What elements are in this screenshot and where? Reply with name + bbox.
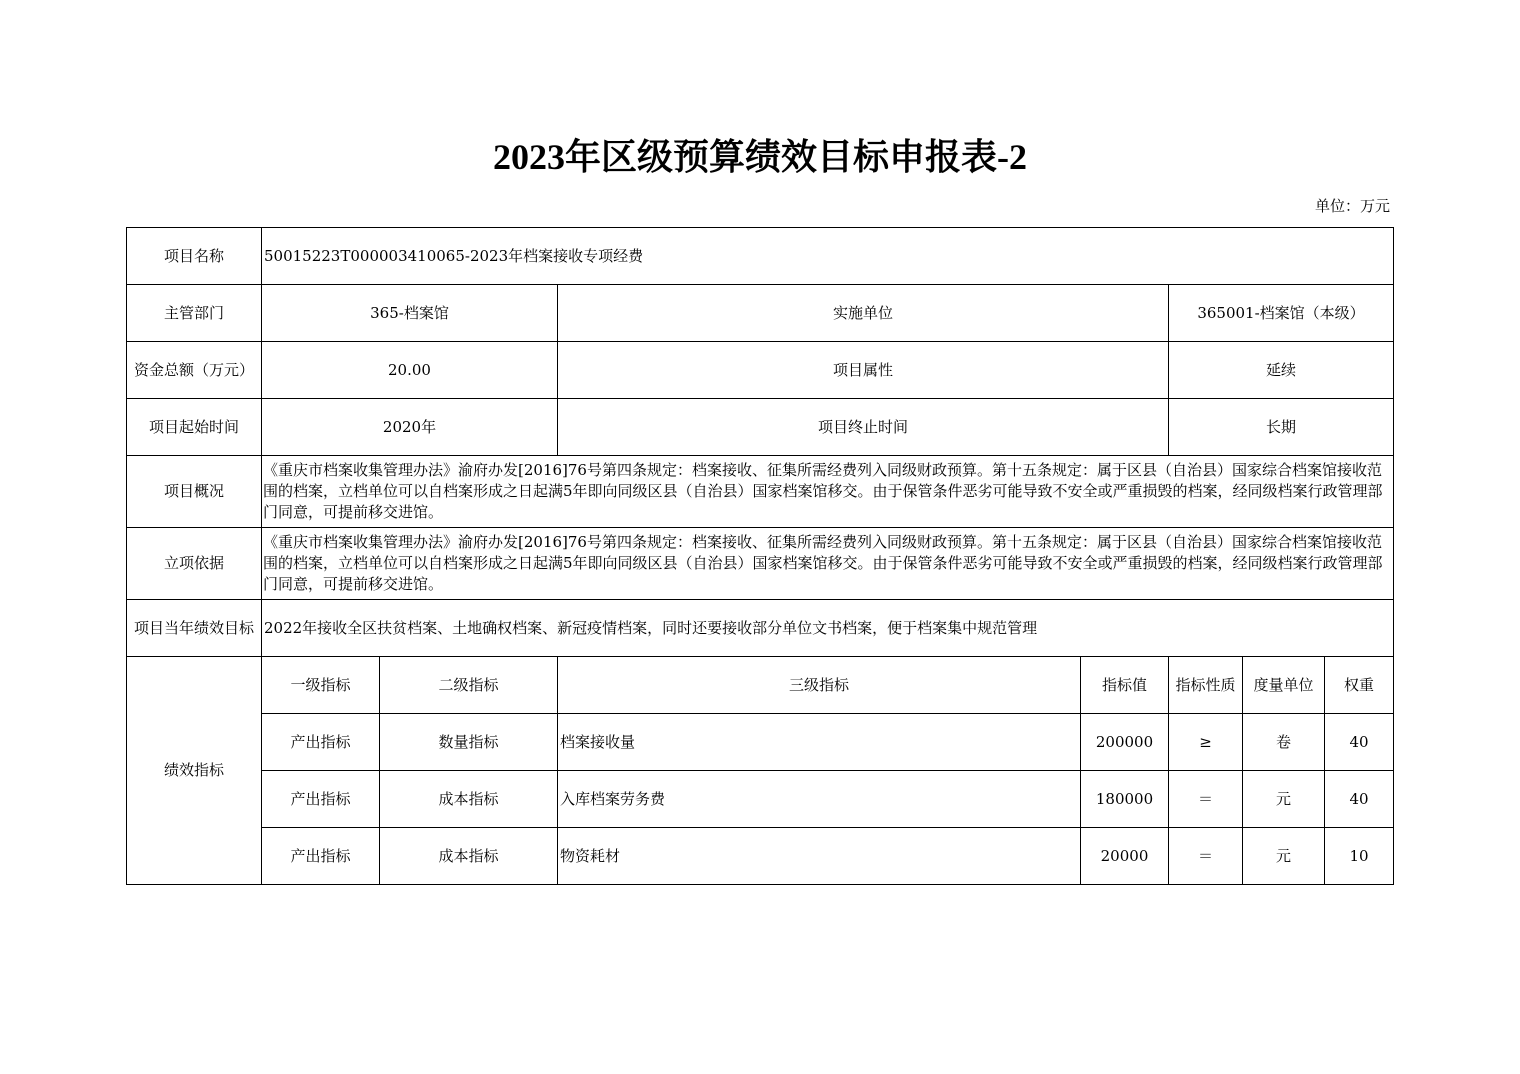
- end-label: 项目终止时间: [558, 399, 1169, 456]
- table-row: [127, 828, 1394, 885]
- indicator-level2: 成本指标: [380, 771, 558, 828]
- funds-value: 20.00: [262, 342, 558, 399]
- project-name-label: 项目名称: [127, 228, 262, 285]
- indicator-header-row: [127, 657, 1394, 714]
- dept-value: 365-档案馆: [262, 285, 558, 342]
- header-level2: 二级指标: [380, 657, 558, 714]
- start-label: 项目起始时间: [127, 399, 262, 456]
- indicator-weight: 40: [1325, 771, 1394, 828]
- header-nature: 指标性质: [1169, 657, 1243, 714]
- indicator-level2: 成本指标: [380, 828, 558, 885]
- impl-label: 实施单位: [558, 285, 1169, 342]
- indicator-value: 200000: [1081, 714, 1169, 771]
- indicator-unit: 元: [1243, 828, 1325, 885]
- attr-value: 延续: [1169, 342, 1394, 399]
- indicator-level3: 物资耗材: [558, 828, 1081, 885]
- budget-performance-table: [126, 227, 1394, 885]
- project-name-value: 50015223T000003410065-2023年档案接收专项经费: [262, 228, 1394, 285]
- overview-value: 《重庆市档案收集管理办法》渝府办发[2016]76号第四条规定：档案接收、征集所需经费列入同级财政预算。第十五条规定：属于区县（自治县）国家综合档案馆接收范围的档案，立档单位可以自档案形成之日起满5年即向同级区县（自治县）国家档案馆移交。由于保管条件恶劣可能导致不安全或严重损毁的档案，经同级档案行政管理部门同意，可提前移交进馆。: [262, 456, 1394, 528]
- header-level3: 三级指标: [558, 657, 1081, 714]
- basis-label: 立项依据: [127, 528, 262, 600]
- row-department: [127, 285, 1394, 342]
- indicator-level1: 产出指标: [262, 771, 380, 828]
- goal-label: 项目当年绩效目标: [127, 600, 262, 657]
- row-funds: [127, 342, 1394, 399]
- indicator-nature: ＝: [1169, 771, 1243, 828]
- indicator-value: 20000: [1081, 828, 1169, 885]
- indicator-level1: 产出指标: [262, 828, 380, 885]
- start-value: 2020年: [262, 399, 558, 456]
- indicator-level2: 数量指标: [380, 714, 558, 771]
- indicator-nature: ≥: [1169, 714, 1243, 771]
- header-value: 指标值: [1081, 657, 1169, 714]
- indicator-unit: 元: [1243, 771, 1325, 828]
- header-unit: 度量单位: [1243, 657, 1325, 714]
- row-overview: [127, 456, 1394, 528]
- impl-value: 365001-档案馆（本级）: [1169, 285, 1394, 342]
- basis-value: 《重庆市档案收集管理办法》渝府办发[2016]76号第四条规定：档案接收、征集所需经费列入同级财政预算。第十五条规定：属于区县（自治县）国家综合档案馆接收范围的档案，立档单位可以自档案形成之日起满5年即向同级区县（自治县）国家档案馆移交。由于保管条件恶劣可能导致不安全或严重损毁的档案，经同级档案行政管理部门同意，可提前移交进馆。: [262, 528, 1394, 600]
- indicator-level3: 入库档案劳务费: [558, 771, 1081, 828]
- dept-label: 主管部门: [127, 285, 262, 342]
- indicator-unit: 卷: [1243, 714, 1325, 771]
- header-level1: 一级指标: [262, 657, 380, 714]
- attr-label: 项目属性: [558, 342, 1169, 399]
- indicator-nature: ＝: [1169, 828, 1243, 885]
- indicator-weight: 40: [1325, 714, 1394, 771]
- row-basis: [127, 528, 1394, 600]
- funds-label: 资金总额（万元）: [127, 342, 262, 399]
- table-row: [127, 714, 1394, 771]
- unit-label: 单位：万元: [1314, 197, 1390, 215]
- page-title: 2023年区级预算绩效目标申报表-2: [493, 137, 1027, 177]
- indicator-value: 180000: [1081, 771, 1169, 828]
- row-project-name: [127, 228, 1394, 285]
- row-timeframe: [127, 399, 1394, 456]
- overview-label: 项目概况: [127, 456, 262, 528]
- goal-value: 2022年接收全区扶贫档案、土地确权档案、新冠疫情档案，同时还要接收部分单位文书档案，便于档案集中规范管理: [262, 600, 1394, 657]
- indicator-level3: 档案接收量: [558, 714, 1081, 771]
- header-weight: 权重: [1325, 657, 1394, 714]
- indicator-level1: 产出指标: [262, 714, 380, 771]
- indicator-weight: 10: [1325, 828, 1394, 885]
- row-goal: [127, 600, 1394, 657]
- table-row: [127, 771, 1394, 828]
- indicators-section-label: 绩效指标: [127, 657, 262, 885]
- end-value: 长期: [1169, 399, 1394, 456]
